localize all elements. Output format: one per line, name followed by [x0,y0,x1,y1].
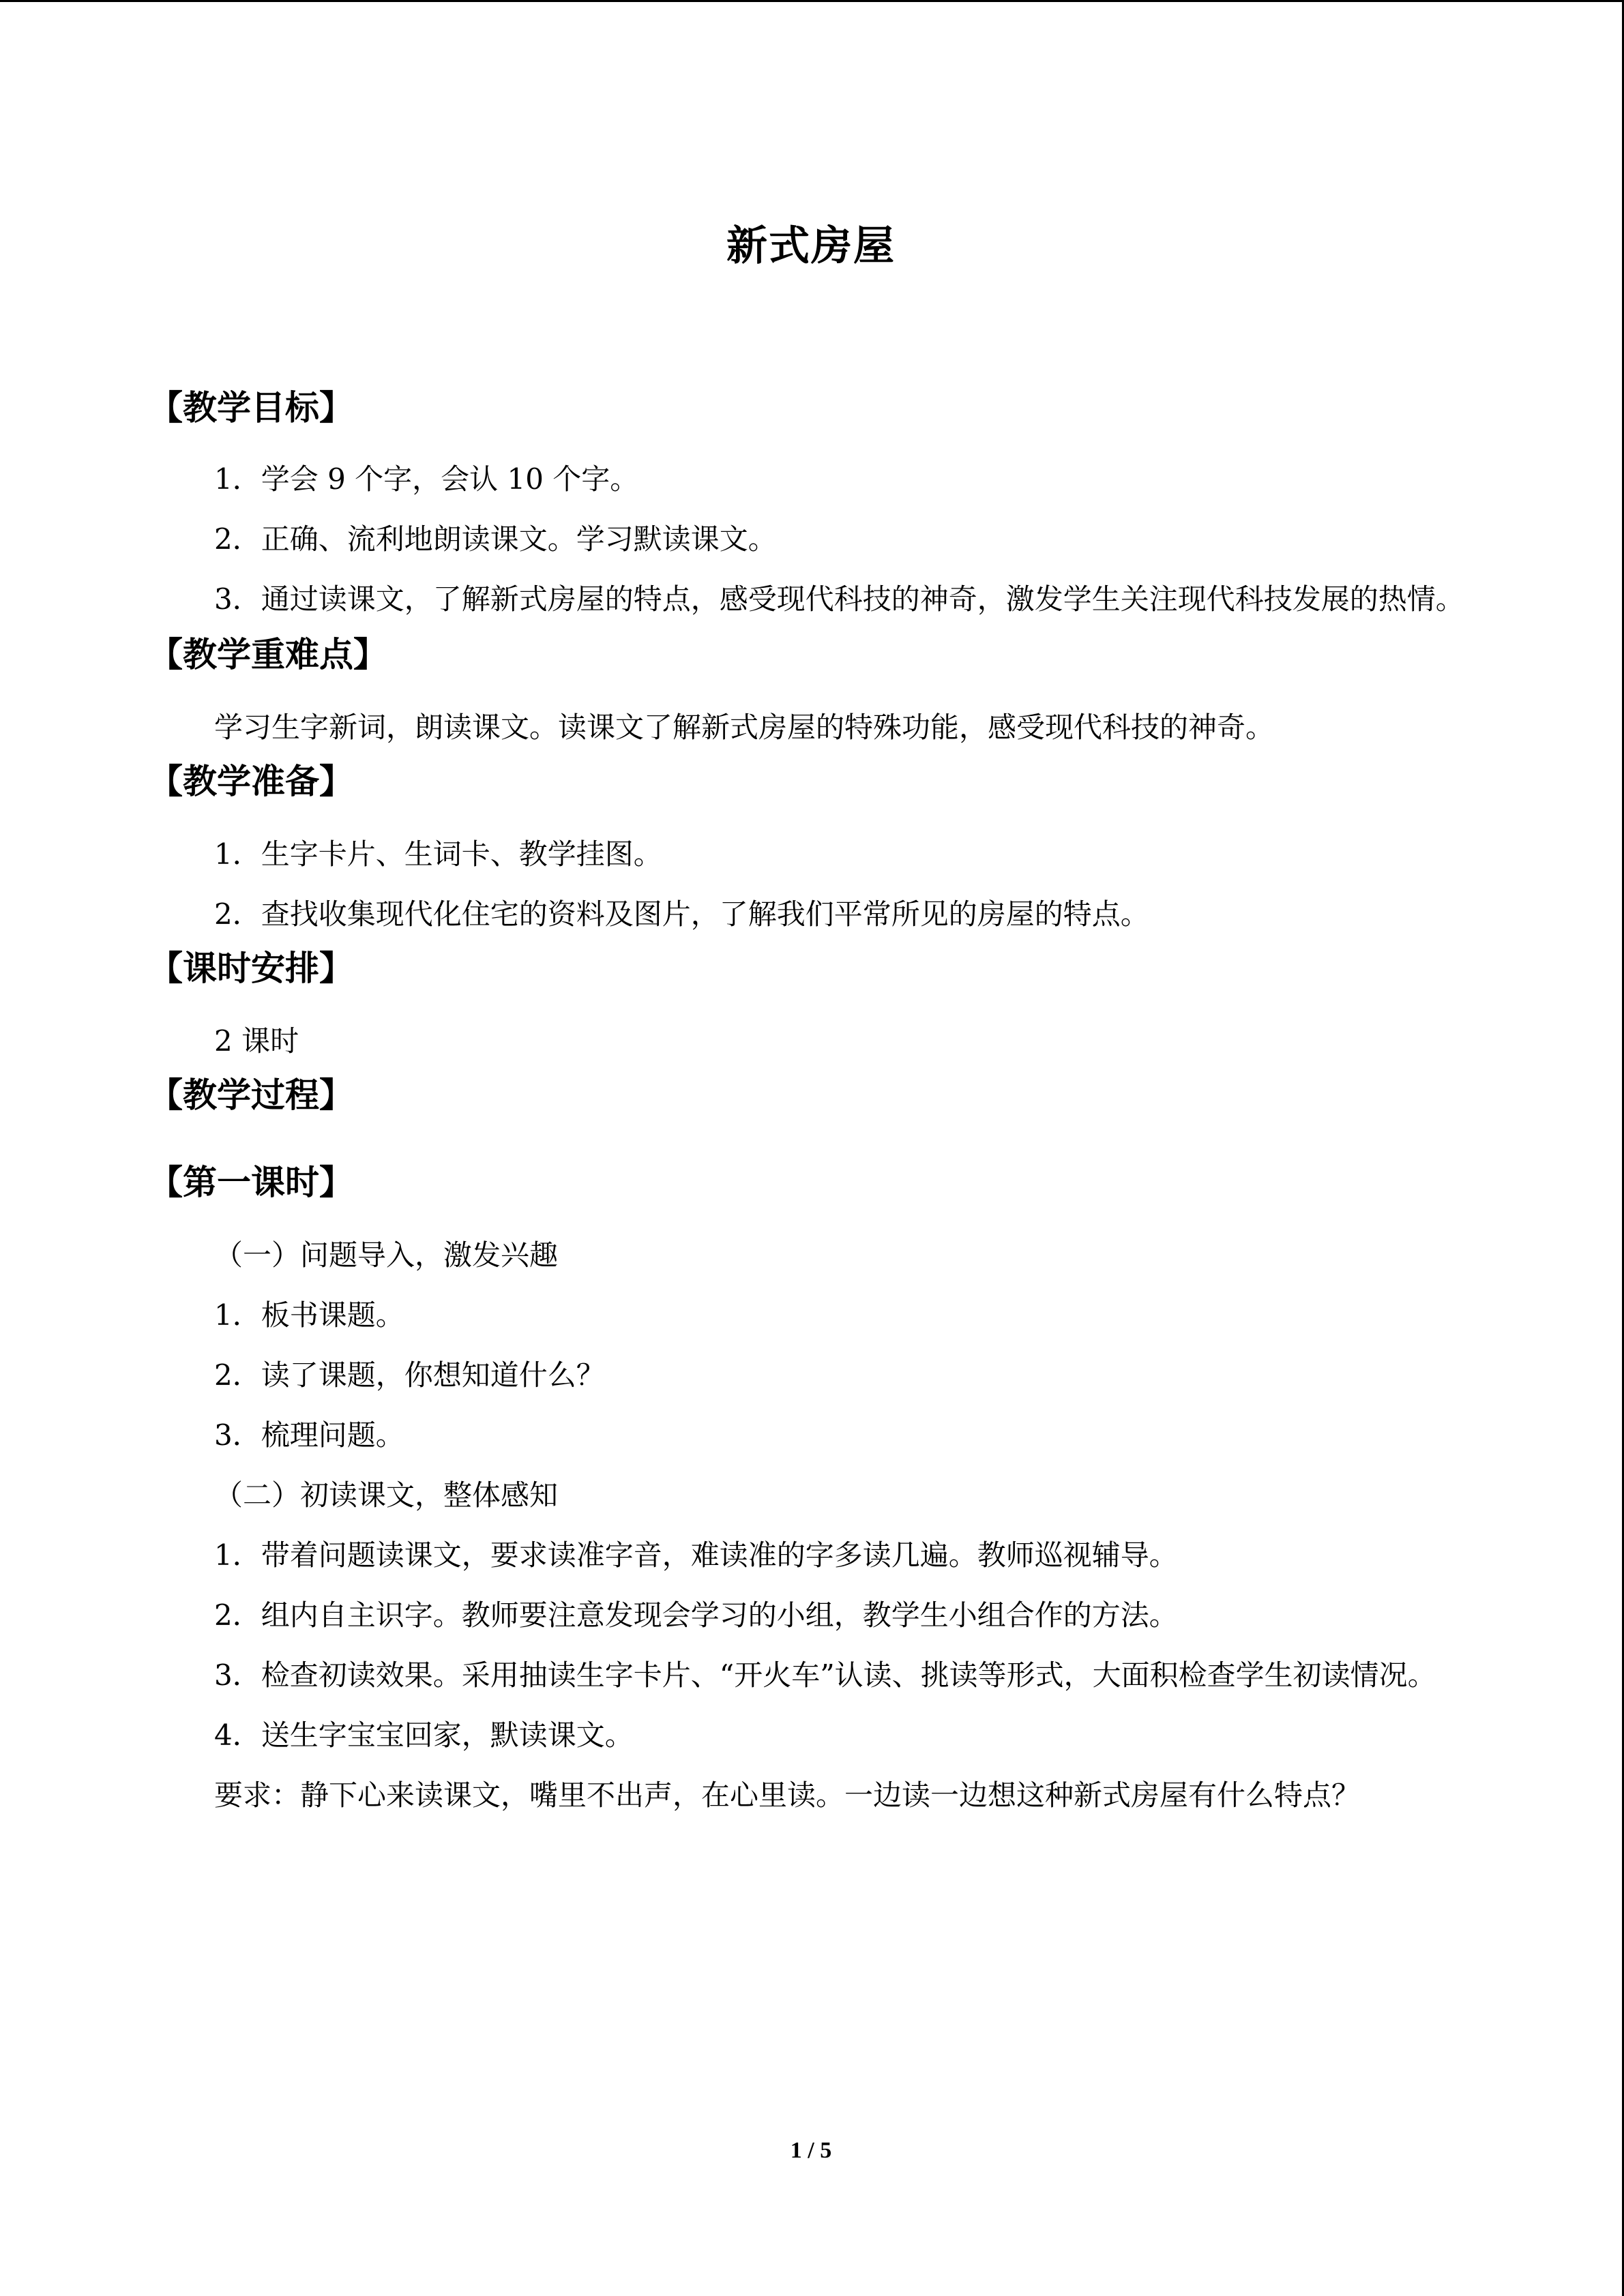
goals-heading: 【教学目标】 [149,388,353,428]
part2-item-4: 4．送生字宝宝回家，默读课文。 [214,1718,634,1752]
schedule-heading: 【课时安排】 [149,949,353,988]
part1-title: （一）问题导入，激发兴趣 [214,1238,559,1272]
document-body [149,384,1486,1825]
part1-item-2: 2．读了课题，你想知道什么？ [214,1358,605,1392]
part2-title: （二）初读课文，整体感知 [214,1478,559,1512]
preparation-heading: 【教学准备】 [149,762,353,801]
goal-item-1: 1．学会 9 个字，会认 10 个字。 [214,462,639,496]
requirement-text: 要求：静下心来读课文，嘴里不出声，在心里读。一边读一边想这种新式房屋有什么特点？ [214,1778,1361,1812]
part1-item-1: 1．板书课题。 [214,1298,404,1332]
part2-item-2: 2．组内自主识字。教师要注意发现会学习的小组，教学生小组合作的方法。 [214,1598,1178,1632]
goal-item-2: 2．正确、流利地朗读课文。学习默读课文。 [214,522,777,556]
page-number: 1 / 5 [790,2138,832,2163]
key-points-heading: 【教学重难点】 [149,635,387,674]
key-points-text: 学习生字新词，朗读课文。读课文了解新式房屋的特殊功能，感受现代科技的神奇。 [214,711,1275,744]
prep-item-1: 1．生字卡片、生词卡、教学挂图。 [214,837,662,871]
process-heading: 【教学过程】 [149,1075,353,1115]
lesson1-heading: 【第一课时】 [149,1163,353,1202]
page-title: 新式房屋 [726,222,896,270]
part2-item-1: 1．带着问题读课文，要求读准字音，难读准的字多读几遍。教师巡视辅导。 [214,1538,1178,1572]
part1-item-3: 3．梳理问题。 [214,1418,404,1452]
goal-item-3: 3．通过读课文，了解新式房屋的特点，感受现代科技的神奇，激发学生关注现代科技发展的热情。 [214,582,1464,616]
schedule-text: 2 课时 [214,1024,299,1058]
part2-item-3: 3．检查初读效果。采用抽读生字卡片、“开火车”认读、挑读等形式，大面积检查学生初读情况。 [214,1658,1436,1692]
prep-item-2: 2．查找收集现代化住宅的资料及图片，了解我们平常所见的房屋的特点。 [214,897,1149,931]
